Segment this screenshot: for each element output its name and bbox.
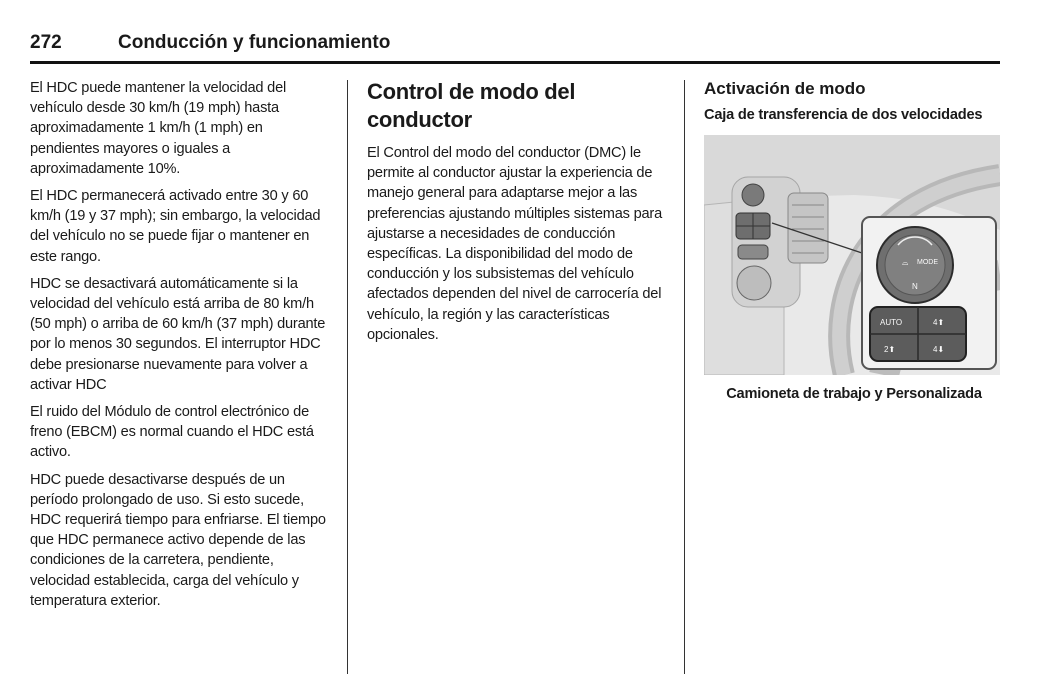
four-low-button-label: 4⬇ xyxy=(933,345,945,354)
driver-mode-paragraph: El Control del modo del conductor (DMC) le permite al conductor ajustar la experiencia de manejo general para adaptarse mejor a las preferencias ajustando múltiples sistemas para ajustarse a necesidades de conducción específicas. La disponibilidad del modo de conducción y los subsistemas del vehículo afectados dependen del nivel de carrocería del vehículo, la región y las características opcionales. xyxy=(367,145,662,343)
driver-mode-heading: Control de modo del conductor xyxy=(367,79,576,132)
column-hdc-text xyxy=(30,78,335,618)
mode-control-detail xyxy=(862,217,996,369)
dashboard-mode-control-illustration xyxy=(704,135,1000,375)
hdc-paragraph-5: HDC puede desactivarse después de un período prolongado de uso. Si esto sucede, HDC requerirá tiempo para enfriarse. El tiempo que HDC permanece activo depende de las condiciones de la carretera, pendiente, velocidad establecida, carga del vehículo y temperatura exterior. xyxy=(30,471,326,609)
transfer-case-subheading: Caja de transferencia de dos velocidades xyxy=(704,107,983,123)
header-rule xyxy=(30,61,1000,64)
mode-dial-symbol: ⌓ xyxy=(902,258,909,267)
hdc-paragraph-1: El HDC puede mantener la velocidad del vehículo desde 30 km/h (19 mph) hasta aproximadamente 1 km/h (1 mph) en pendientes mayores o iguales a aproximadamente 10%. xyxy=(30,80,287,177)
air-vent xyxy=(788,193,828,263)
four-high-button-label: 4⬆ xyxy=(933,318,945,327)
section-title: Conducción y funcionamiento xyxy=(118,32,391,53)
figure-caption: Camioneta de trabajo y Personalizada xyxy=(726,386,982,402)
column-mode-activation xyxy=(704,78,1004,402)
page-number: 272 xyxy=(30,32,62,53)
hdc-paragraph-4: El ruido del Módulo de control electrónico de freno (EBCM) es normal cuando el HDC está activo. xyxy=(30,404,314,461)
auto-button-label: AUTO xyxy=(880,318,903,327)
mode-dial-n-label: N xyxy=(912,282,918,291)
hdc-paragraph-3: HDC se desactivará automáticamente si la velocidad del vehículo está arriba de 80 km/h (50 mph) o arriba de 60 km/h (37 mph) durante por lo menos 30 segundos. El interruptor HDC debe presionarse nuevamente para volver a activar HDC xyxy=(30,275,326,393)
page-header xyxy=(30,30,1000,62)
column-divider-1 xyxy=(347,80,348,674)
hdc-paragraph-2: El HDC permanecerá activado entre 30 y 60 km/h (19 y 37 mph); sin embargo, la velocidad del vehículo no se puede fijar o mantener en este rango. xyxy=(30,188,321,265)
two-high-button-label: 2⬆ xyxy=(884,345,896,354)
column-driver-mode xyxy=(367,78,667,352)
mode-activation-heading: Activación de modo xyxy=(704,79,866,98)
mode-dial-label: MODE xyxy=(917,259,938,266)
column-divider-2 xyxy=(684,80,685,674)
